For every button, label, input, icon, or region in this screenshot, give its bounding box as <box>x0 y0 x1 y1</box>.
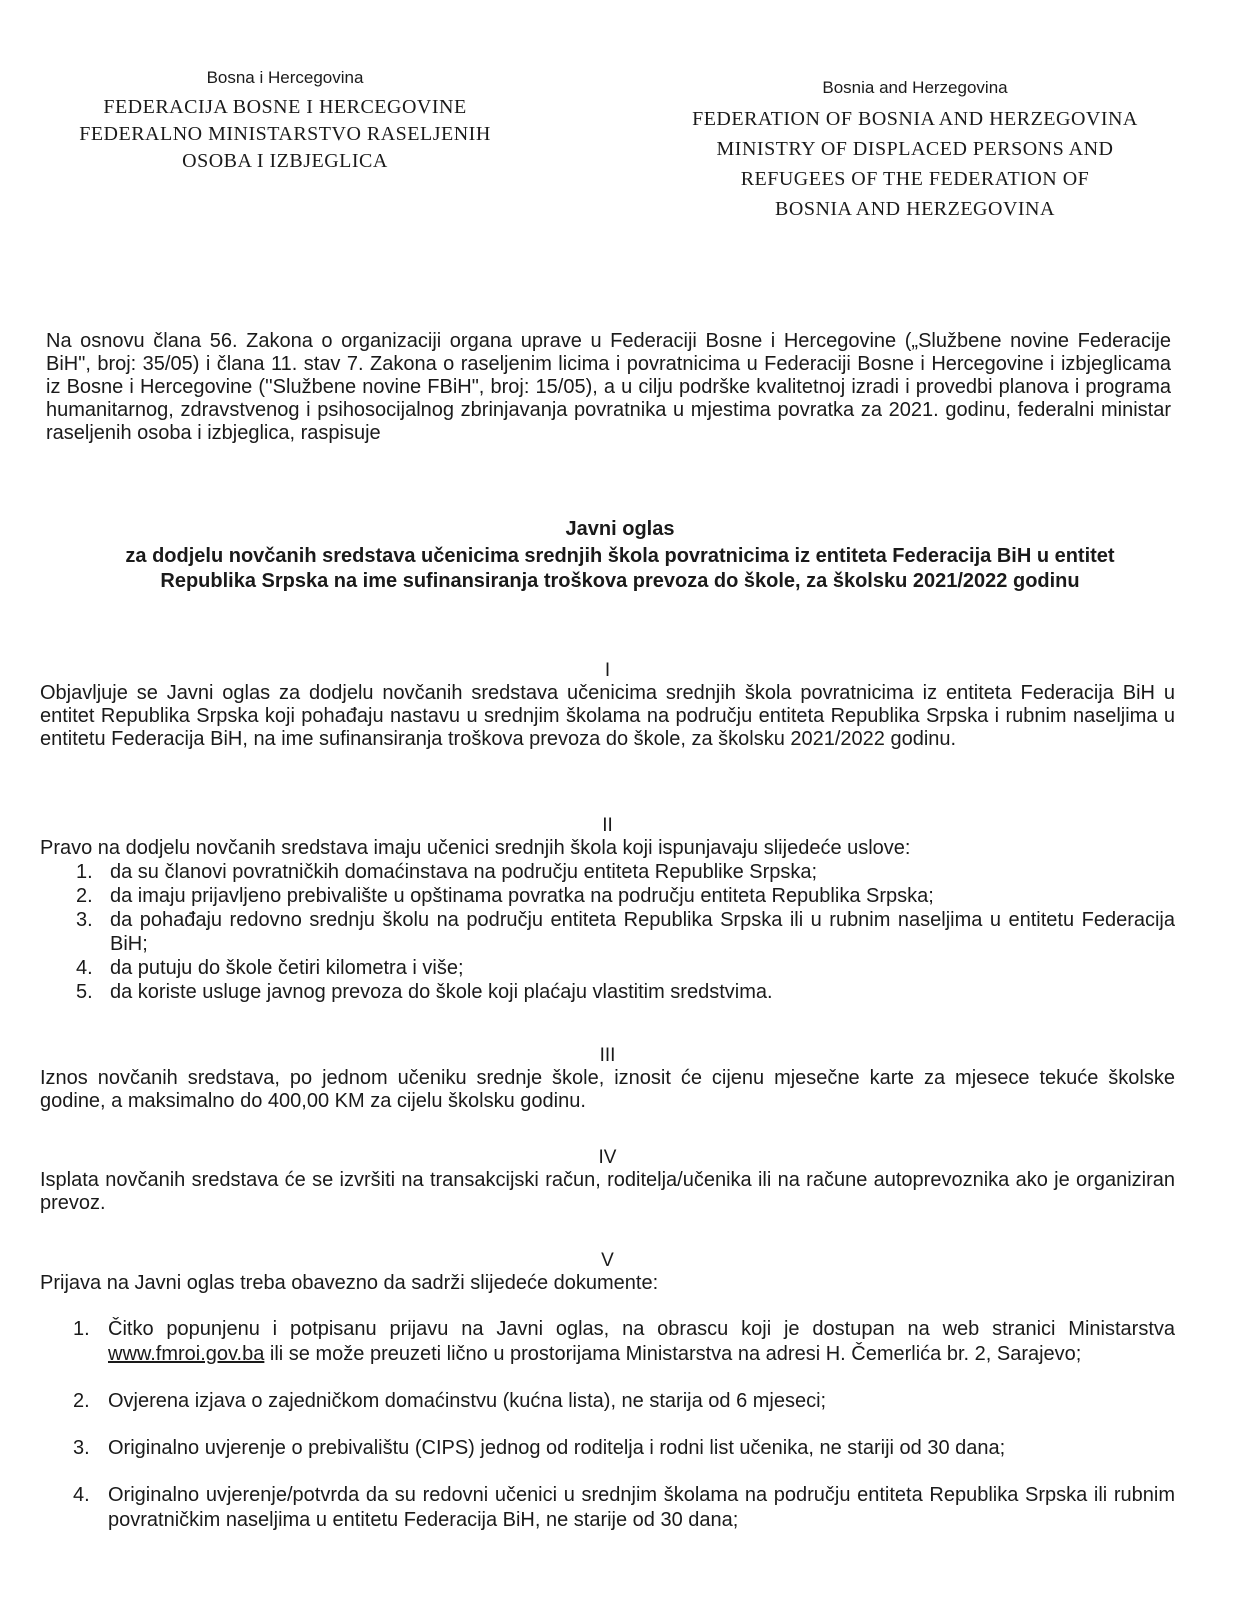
header-left-line: FEDERALNO MINISTARSTVO RASELJENIH <box>79 123 491 145</box>
header-left-line: FEDERACIJA BOSNE I HERCEGOVINE <box>103 96 467 118</box>
intro-paragraph: Na osnovu člana 56. Zakona o organizaciji organa uprave u Federaciji Bosne i Hercegovine („Službene novine Federacije BiH", broj: 35/05) i člana 11. stav 7. Zakona o raseljenim licima i povratnicima u Federaciji Bosne i Hercegovine i izbjeglicama iz Bosne i Hercegovine (''Službene novine FBiH", broj: 15/05), a u cilju podrške kvalitetnoj izradi i provedbi planova i programa humanitarnog, zdravstvenog i psihosocijalnog zbrinjavanja povratnika u mjestima povratka za 2021. godinu, federalni ministar raseljenih osoba i izbjeglica, raspisuje <box>46 330 1171 444</box>
documents-list <box>40 1317 1175 1533</box>
section-number: V <box>601 1250 614 1271</box>
list-item: 2. da imaju prijavljeno prebivalište u opštinama povratka na području entiteta Republika Srpska; <box>76 885 934 907</box>
list-item: 2. Ovjerena izjava o zajedničkom domaćinstvu (kućna lista), ne starija od 6 mjeseci; <box>73 1390 827 1412</box>
header-right-line: MINISTRY OF DISPLACED PERSONS AND <box>716 138 1114 160</box>
section-2 <box>40 815 1175 1004</box>
notice-title <box>100 517 1140 594</box>
notice-subtitle: za dodjelu novčanih sredstava učenicima srednjih škola povratnicima iz entiteta Federacija BiH u entitet Republika Srpska na ime sufinansiranja troškova prevoza do škole, za školsku 2021/2022 godinu <box>125 545 1115 592</box>
header-left <box>50 68 520 175</box>
section-1 <box>40 660 1175 751</box>
section-text: Prijava na Javni oglas treba obavezno da sadrži slijedeće dokumente: <box>40 1272 659 1294</box>
conditions-list <box>40 860 1175 1004</box>
header-right-country: Bosnia and Herzegovina <box>822 78 1008 97</box>
header-right-line: BOSNIA AND HERZEGOVINA <box>775 198 1055 220</box>
list-item: 5. da koriste usluge javnog prevoza do škole koji plaćaju vlastitim sredstvima. <box>76 981 773 1003</box>
section-text: Iznos novčanih sredstava, po jednom učeniku srednje škole, iznosit će cijenu mjesečne karte za mjesece tekuće školske godine, a maksimalno do 400,00 KM za cijelu školsku godinu. <box>40 1067 1175 1112</box>
list-item: 3. Originalno uvjerenje o prebivalištu (CIPS) jednog od roditelja i rodni list učenika, ne stariji od 30 dana; <box>73 1437 1006 1459</box>
section-number: II <box>602 815 613 836</box>
section-number: III <box>599 1045 616 1066</box>
header-right <box>675 78 1155 224</box>
section-number: I <box>604 660 611 681</box>
list-item: 4. Originalno uvjerenje/potvrda da su redovni učenici u srednjim školama na području entiteta Republika Srpska ili rubnim povratničkim naseljima u entitetu Federacija BiH, ne starije od 30 dana; <box>73 1484 1175 1531</box>
list-item: 3. da pohađaju redovno srednju školu na području entiteta Republika Srpska ili u rubnim naseljima u entitetu Federacija BiH; <box>76 909 1175 955</box>
section-5 <box>40 1250 1175 1555</box>
notice-heading: Javni oglas <box>565 518 675 540</box>
section-number: IV <box>598 1147 617 1168</box>
section-text: Objavljuje se Javni oglas za dodjelu novčanih sredstava učenicima srednjih škola povratnicima iz entiteta Federacija BiH u entitet Republika Srpska koji pohađaju nastavu u srednjim školama na području entiteta Republika Srpska i rubnim naseljima u entitetu Federacija BiH, na ime sufinansiranja troškova prevoza do škole, za školsku 2021/2022 godinu. <box>40 682 1175 750</box>
header-left-line: OSOBA I IZBJEGLICA <box>182 150 388 172</box>
ministry-website-link[interactable]: www.fmroi.gov.ba <box>108 1343 265 1365</box>
header-right-line: REFUGEES OF THE FEDERATION OF <box>740 168 1090 190</box>
list-item: 1. Čitko popunjenu i potpisanu prijavu na Javni oglas, na obrascu koji je dostupan na web stranici Ministarstva www.fmroi.gov.ba ili se može preuzeti lično u prostorijama Ministarstva na adresi H. Čemerlića br. 2, Sarajevo; <box>73 1318 1175 1365</box>
section-text: Pravo na dodjelu novčanih sredstava imaju učenici srednjih škola koji ispunjavaju slijedeće uslove: <box>40 837 911 859</box>
section-3 <box>40 1045 1175 1113</box>
list-item: 1. da su članovi povratničkih domaćinstava na području entiteta Republike Srpska; <box>76 861 818 883</box>
header-left-country: Bosna i Hercegovina <box>206 68 364 87</box>
section-text: Isplata novčanih sredstava će se izvršiti na transakcijski račun, roditelja/učenika ili na račune autoprevoznika ako je organiziran prevoz. <box>40 1169 1175 1214</box>
list-item: 4. da putuju do škole četiri kilometra i više; <box>76 957 464 979</box>
section-4 <box>40 1147 1175 1215</box>
header-right-line: FEDERATION OF BOSNIA AND HERZEGOVINA <box>692 108 1138 130</box>
